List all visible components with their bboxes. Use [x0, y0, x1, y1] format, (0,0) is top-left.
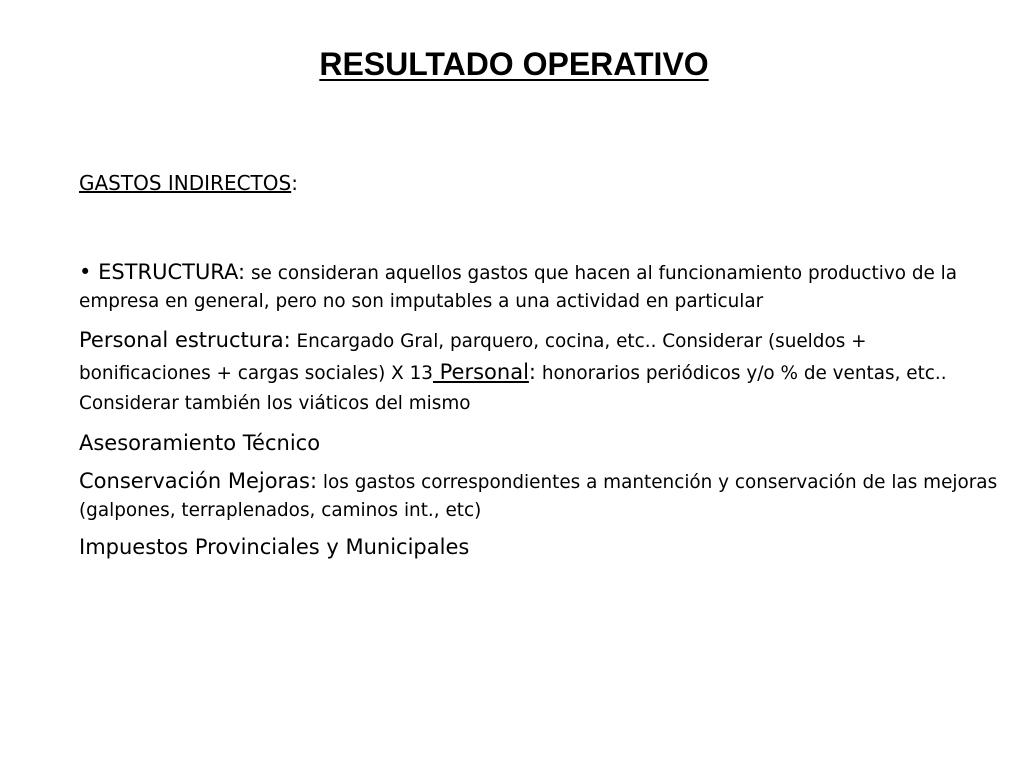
bullet-marker: •: [79, 260, 99, 284]
impuestos-paragraph: [79, 533, 999, 563]
estructura-text: se consideran aquellos gastos que hacen al funcionamiento productivo de la empresa en general, pero no son imputables a una actividad en particular: [79, 263, 958, 312]
asesoramiento-label: Asesoramiento Técnico: [79, 431, 321, 455]
asesoramiento-paragraph: [79, 429, 999, 459]
personal-text: honorarios periódicos y/o % de ventas, etc.. Considerar también los viáticos del mismo: [79, 363, 947, 414]
section-heading-label: GASTOS INDIRECTOS: [79, 171, 292, 195]
conservacion-paragraph: [79, 467, 999, 525]
section-heading: [79, 168, 999, 198]
conservacion-label: Conservación Mejoras:: [79, 469, 318, 493]
impuestos-label: Impuestos Provinciales y Municipales: [79, 535, 470, 559]
conservacion-text: los gastos correspondientes a mantención y conservación de las mejoras (galpones, terraplenados, caminos int., etc): [79, 472, 998, 521]
personal-paragraph: [79, 325, 999, 419]
section-heading-colon: :: [291, 171, 298, 195]
slide-title: RESULTADO OPERATIVO: [319, 46, 709, 82]
personal-label: Personal: [432, 360, 529, 384]
personal-estructura-label: Personal estructura:: [79, 328, 291, 352]
estructura-paragraph: [79, 258, 999, 316]
personal-estructura-text: Encargado Gral, parquero, cocina, etc.. Considerar (sueldos + bonificaciones + cargas sociales) X 13: [79, 331, 867, 384]
slide-content: [79, 168, 999, 563]
personal-label-colon: :: [528, 360, 536, 384]
estructura-label: ESTRUCTURA:: [98, 260, 246, 284]
